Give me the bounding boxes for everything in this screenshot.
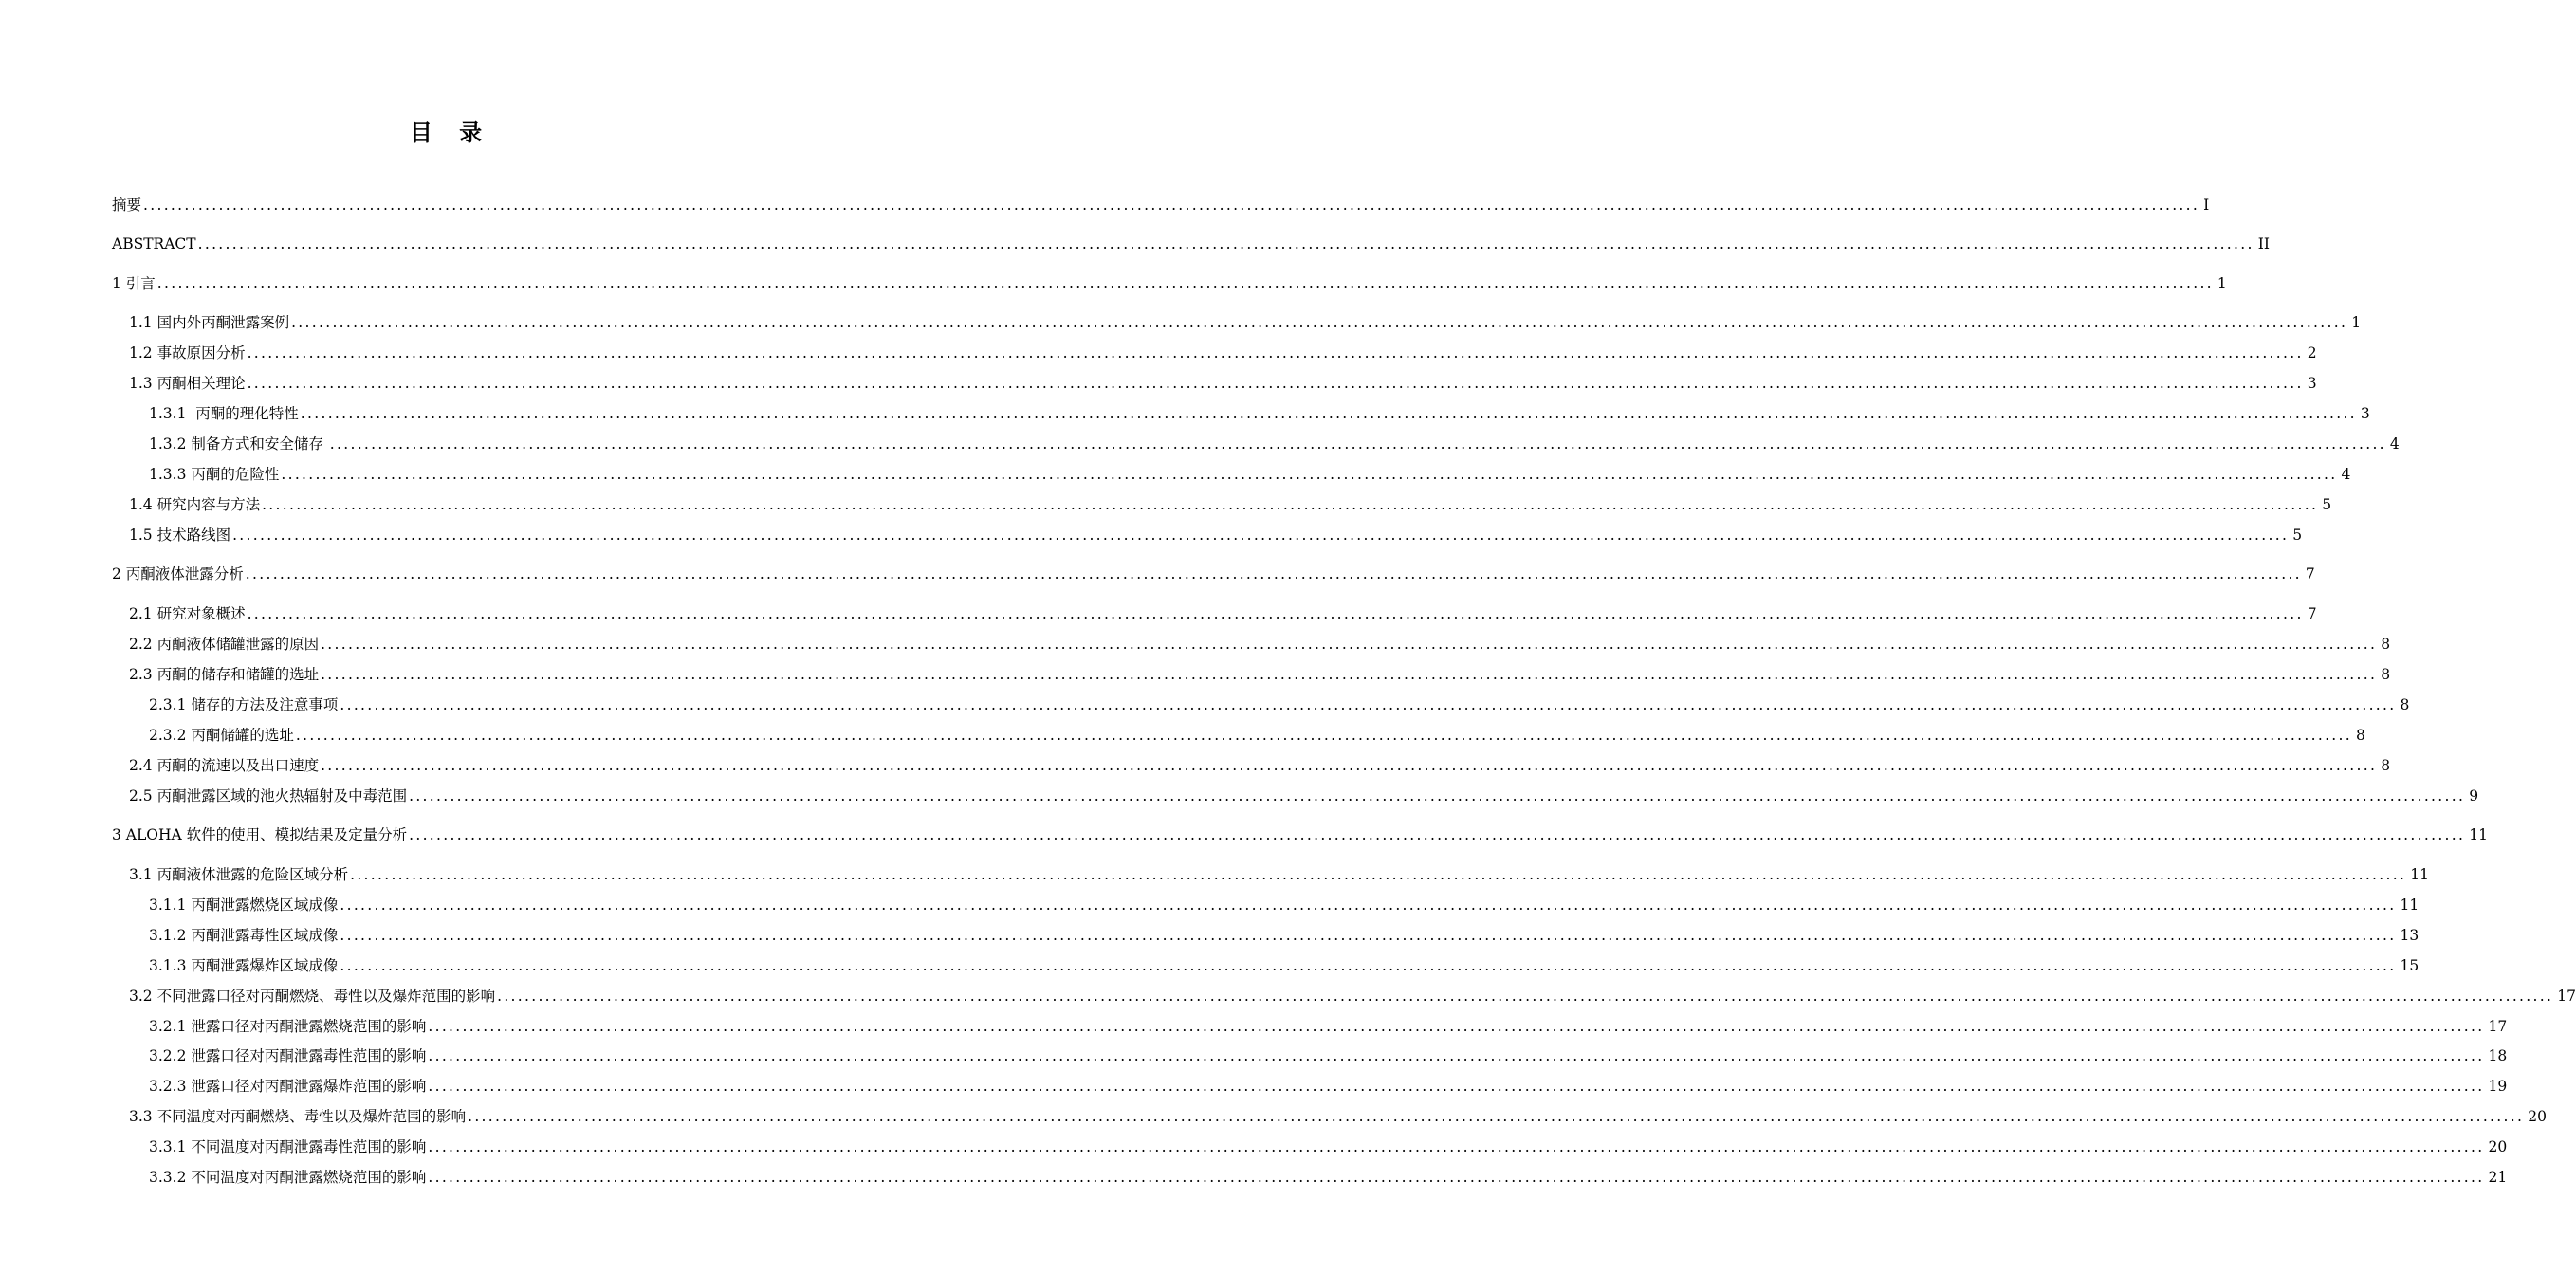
toc-dot-leader: ............................................................................................................................................................................................................................................................................................................ [468,1108,2525,1125]
toc-dot-leader: ............................................................................................................................................................................................................................................................................................................ [321,666,2378,683]
toc-entry-page-number: 11 [2469,826,2488,843]
toc-entry[interactable] [149,954,2420,977]
toc-entry[interactable] [149,1075,2508,1098]
toc-entry-label: 2.4 丙酮的流速以及出口速度 [129,757,320,774]
toc-entry-label: 3.2.3 泄露口径对丙酮泄露爆炸范围的影响 [149,1078,427,1095]
toc-entry[interactable] [149,463,2351,486]
toc-entry[interactable] [129,602,2317,625]
toc-entry-label: 1.5 技术路线图 [129,527,231,544]
toc-entry-label: 1 引言 [112,275,156,292]
toc-entry[interactable] [149,693,2410,716]
toc-entry-label: 2.3.2 丙酮储罐的选址 [149,727,294,744]
toc-entry[interactable] [112,823,2488,846]
toc-entry-page-number: 18 [2488,1047,2508,1064]
toc-entry-label: 2.5 丙酮泄露区域的池火热辐射及中毒范围 [129,787,408,804]
toc-entry-page-number: 5 [2292,527,2303,544]
toc-entry[interactable] [149,1044,2508,1067]
toc-entry-page-number: II [2257,235,2270,252]
toc-entry-label: 1.3.2 制备方式和安全储存 [149,435,328,453]
toc-entry-label: 3 ALOHA 软件的使用、模拟结果及定量分析 [112,826,408,843]
toc-dot-leader: ............................................................................................................................................................................................................................................................................................................ [232,527,2290,544]
toc-dot-leader: ............................................................................................................................................................................................................................................................................................................ [340,696,2397,713]
toc-dot-leader: ............................................................................................................................................................................................................................................................................................................ [143,196,2200,213]
toc-entry-page-number: 17 [2557,988,2576,1005]
toc-entry[interactable] [129,863,2429,886]
toc-dot-leader: ............................................................................................................................................................................................................................................................................................................ [340,927,2397,944]
toc-entry-page-number: 17 [2488,1018,2508,1035]
toc-dot-leader: ............................................................................................................................................................................................................................................................................................................ [350,866,2407,883]
toc-entry[interactable] [149,894,2420,916]
toc-entry-page-number: 15 [2400,957,2420,974]
toc-entry-page-number: 8 [2381,666,2391,683]
toc-entry[interactable] [149,1166,2508,1189]
toc-entry[interactable] [129,1105,2547,1128]
toc-dot-leader: ............................................................................................................................................................................................................................................................................................................ [300,405,2357,422]
toc-entry-label: 1.3.1 丙酮的理化特性 [149,405,299,422]
toc-entry-page-number: 7 [2305,565,2315,582]
toc-entry[interactable] [112,272,2227,295]
toc-entry-label: ABSTRACT [112,235,196,252]
toc-dot-leader: ............................................................................................................................................................................................................................................................................................................ [340,896,2397,914]
toc-entry-label: 3.1.2 丙酮泄露毒性区域成像 [149,927,339,944]
toc-entry-page-number: 3 [2360,405,2370,422]
toc-dot-leader: ............................................................................................................................................................................................................................................................................................................ [295,727,2352,744]
toc-dot-leader: ............................................................................................................................................................................................................................................................................................................ [247,605,2304,622]
toc-entry[interactable] [149,724,2365,747]
toc-dot-leader: ............................................................................................................................................................................................................................................................................................................ [409,787,2466,804]
toc-entry-page-number: 1 [2217,275,2227,292]
toc-entry[interactable] [129,985,2576,1007]
toc-entry[interactable] [129,754,2391,777]
toc-dot-leader: ............................................................................................................................................................................................................................................................................................................ [197,235,2254,252]
toc-dot-leader: ............................................................................................................................................................................................................................................................................................................ [321,636,2378,653]
toc-entry-label: 2.3.1 储存的方法及注意事项 [149,696,339,713]
toc-entry-page-number: 4 [2341,466,2351,483]
toc-entry-page-number: 11 [2400,896,2420,914]
toc-dot-leader: ............................................................................................................................................................................................................................................................................................................ [340,957,2397,974]
toc-entry-label: 2.2 丙酮液体储罐泄露的原因 [129,636,320,653]
toc-dot-leader: ............................................................................................................................................................................................................................................................................................................ [245,565,2302,582]
toc-dot-leader: ............................................................................................................................................................................................................................................................................................................ [291,314,2348,331]
toc-entry[interactable] [129,633,2391,656]
toc-entry-page-number: 20 [2528,1108,2547,1125]
toc-entry-label: 摘要 [112,196,142,213]
toc-entry[interactable] [112,232,2270,255]
toc-entry[interactable] [112,194,2210,216]
toc-dot-leader: ............................................................................................................................................................................................................................................................................................................ [262,496,2319,513]
toc-dot-leader: ............................................................................................................................................................................................................................................................................................................ [321,757,2378,774]
toc-dot-leader: ............................................................................................................................................................................................................................................................................................................ [428,1018,2485,1035]
toc-entry-label: 3.1.3 丙酮泄露爆炸区域成像 [149,957,339,974]
toc-entry-label: 2.3 丙酮的储存和储罐的选址 [129,666,320,683]
toc-entry[interactable] [129,524,2303,546]
toc-entry-label: 1.1 国内外丙酮泄露案例 [129,314,290,331]
toc-entry[interactable] [129,663,2391,686]
toc-entry-label: 3.1.1 丙酮泄露燃烧区域成像 [149,896,339,914]
toc-entry-page-number: 8 [2355,727,2365,744]
toc-entry-label: 3.3 不同温度对丙酮燃烧、毒性以及爆炸范围的影响 [129,1108,467,1125]
toc-dot-leader: ............................................................................................................................................................................................................................................................................................................ [497,988,2554,1005]
toc-entry-page-number: 8 [2381,636,2391,653]
toc-entry-page-number: 3 [2307,375,2317,392]
toc-entry-page-number: 8 [2381,757,2391,774]
toc-entry-label: 3.3.1 不同温度对丙酮泄露毒性范围的影响 [149,1138,427,1155]
toc-entry-page-number: 9 [2469,787,2479,804]
toc-entry[interactable] [149,1015,2508,1038]
page-title: 目 录 [409,120,492,146]
toc-entry-page-number: 1 [2351,314,2362,331]
toc-entry-label: 3.2.2 泄露口径对丙酮泄露毒性范围的影响 [149,1047,427,1064]
toc-entry-page-number: 7 [2307,605,2317,622]
toc-entry-label: 1.2 事故原因分析 [129,344,246,361]
toc-dot-leader: ............................................................................................................................................................................................................................................................................................................ [428,1138,2485,1155]
toc-entry[interactable] [129,785,2479,807]
toc-entry[interactable] [149,924,2420,947]
toc-entry-page-number: 21 [2488,1169,2508,1186]
toc-entry-label: 3.3.2 不同温度对丙酮泄露燃烧范围的影响 [149,1169,427,1186]
toc-entry-page-number: I [2203,196,2210,213]
toc-dot-leader: ............................................................................................................................................................................................................................................................................................................ [409,826,2466,843]
toc-entry-page-number: 13 [2400,927,2420,944]
toc-entry[interactable] [149,433,2400,455]
toc-dot-leader: ............................................................................................................................................................................................................................................................................................................ [247,344,2304,361]
toc-entry-page-number: 2 [2307,344,2317,361]
toc-dot-leader: ............................................................................................................................................................................................................................................................................................................ [329,435,2386,453]
toc-entry-page-number: 19 [2488,1078,2508,1095]
toc-entry[interactable] [129,311,2362,334]
toc-entry-label: 1.3 丙酮相关理论 [129,375,246,392]
toc-entry-label: 3.2 不同泄露口径对丙酮燃烧、毒性以及爆炸范围的影响 [129,988,496,1005]
toc-entry-label: 1.4 研究内容与方法 [129,496,261,513]
toc-entry-page-number: 4 [2389,435,2400,453]
toc-dot-leader: ............................................................................................................................................................................................................................................................................................................ [281,466,2338,483]
toc-entry-label: 3.2.1 泄露口径对丙酮泄露燃烧范围的影响 [149,1018,427,1035]
toc-entry-label: 1.3.3 丙酮的危险性 [149,466,280,483]
toc-entry-label: 2.1 研究对象概述 [129,605,246,622]
toc-dot-leader: ............................................................................................................................................................................................................................................................................................................ [428,1078,2485,1095]
toc-entry[interactable] [129,372,2317,395]
toc-entry[interactable] [149,1136,2508,1158]
toc-entry-label: 2 丙酮液体泄露分析 [112,565,244,582]
toc-entry-page-number: 20 [2488,1138,2508,1155]
toc-dot-leader: ............................................................................................................................................................................................................................................................................................................ [247,375,2304,392]
toc-entry[interactable] [112,563,2315,585]
toc-dot-leader: ............................................................................................................................................................................................................................................................................................................ [428,1047,2485,1064]
toc-entry-page-number: 5 [2322,496,2332,513]
toc-entry-page-number: 11 [2410,866,2429,883]
toc-dot-leader: ............................................................................................................................................................................................................................................................................................................ [156,275,2214,292]
toc-entry[interactable] [129,342,2317,364]
toc-entry-page-number: 8 [2400,696,2410,713]
toc-dot-leader: ............................................................................................................................................................................................................................................................................................................ [428,1169,2485,1186]
toc-entry-label: 3.1 丙酮液体泄露的危险区域分析 [129,866,349,883]
toc-entry[interactable] [129,493,2332,516]
toc-entry[interactable] [149,402,2370,425]
